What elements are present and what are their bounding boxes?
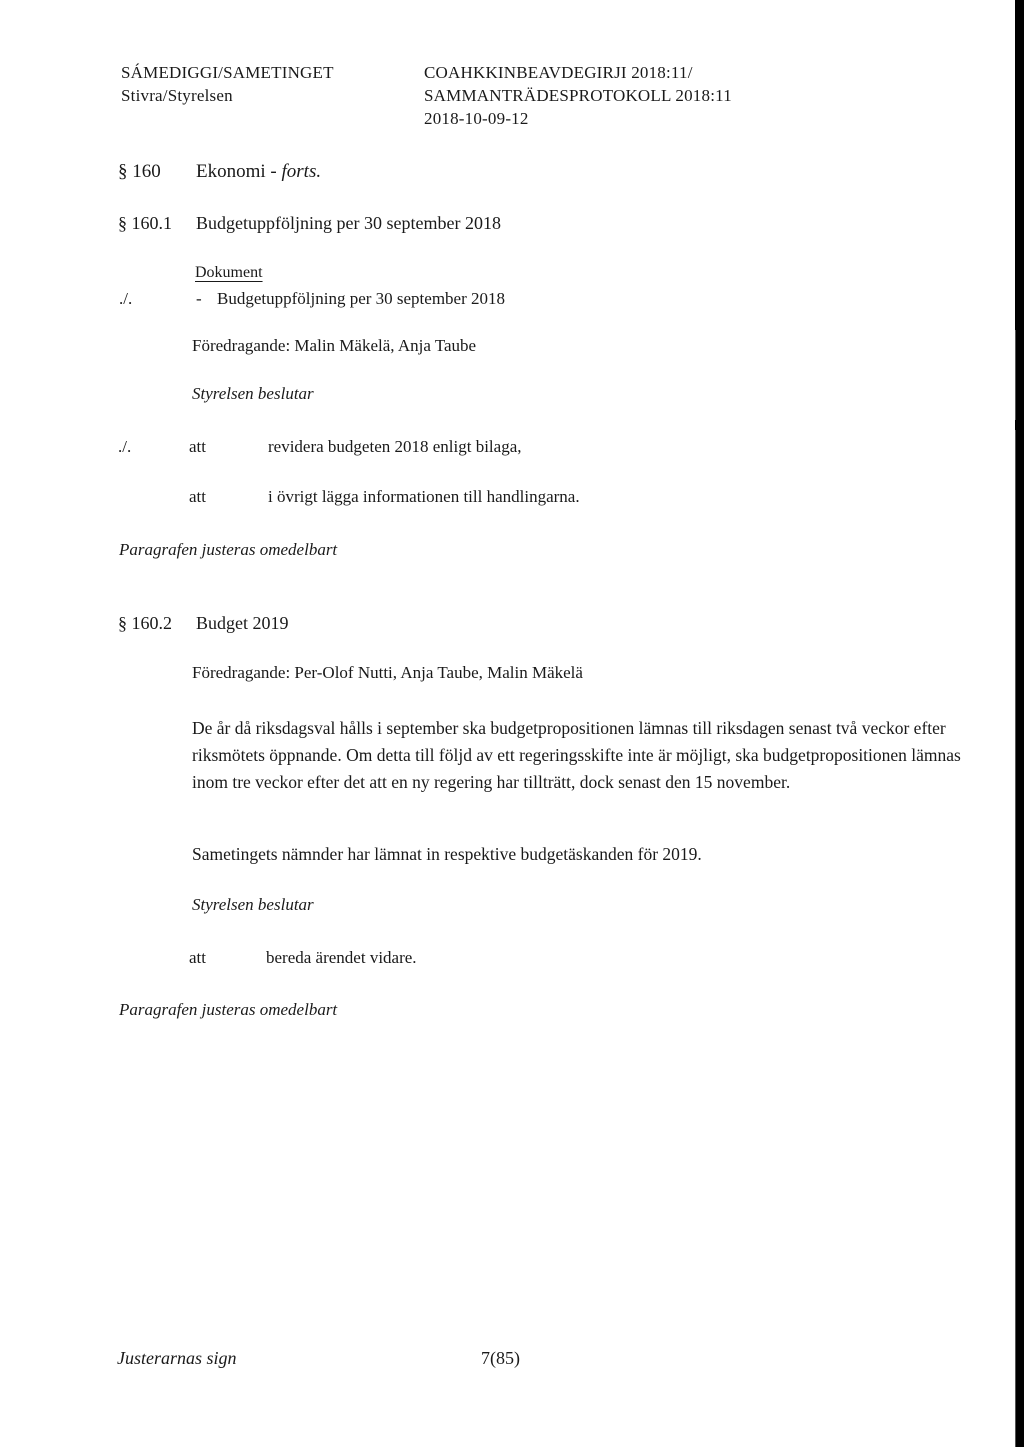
decision-2-text: i övrigt lägga informationen till handlingarna. <box>268 487 580 506</box>
section-160-1-title: Budgetuppföljning per 30 september 2018 <box>196 213 501 233</box>
section-160-title-suffix: forts. <box>281 161 322 182</box>
section-160-2-number: § 160.2 <box>118 613 172 633</box>
board-name: Stivra/Styrelsen <box>121 86 233 105</box>
decision-160-2-att: att <box>189 948 206 967</box>
decision-1-att: att <box>189 437 206 456</box>
section-160-number: § 160 <box>118 161 161 182</box>
document-dash: - <box>196 289 202 308</box>
decision-160-2-text: bereda ärendet vidare. <box>266 948 417 967</box>
decision-1-marker: ./. <box>118 437 132 456</box>
section-160-title <box>196 161 321 183</box>
adjustment-note-160-2: Paragrafen justeras omedelbart <box>119 1000 338 1019</box>
decision-heading-160-1: Styrelsen beslutar <box>192 384 314 403</box>
section-160-2-title: Budget 2019 <box>196 613 289 633</box>
page-number: 7(85) <box>481 1348 520 1368</box>
presenters-160-1: Föredragande: Malin Mäkelä, Anja Taube <box>192 336 477 355</box>
presenters-160-2: Föredragande: Per-Olof Nutti, Anja Taube, Malin Mäkelä <box>192 663 583 682</box>
protocol-number-swedish: SAMMANTRÄDESPROTOKOLL 2018:11 <box>424 86 732 105</box>
decision-heading-160-2: Styrelsen beslutar <box>192 895 314 914</box>
attachment-marker: ./. <box>119 289 133 308</box>
scan-edge <box>1015 0 1024 1447</box>
protocol-number-sami: COAHKKINBEAVDEGIRJI 2018:11/ <box>424 63 693 82</box>
scan-edge-line <box>1015 430 1016 1447</box>
document-label: Dokument <box>195 264 263 281</box>
meeting-date: 2018-10-09-12 <box>424 109 529 128</box>
section-160-1-number: § 160.1 <box>118 213 172 233</box>
decision-2-att: att <box>189 487 206 506</box>
section-160-title-main: Ekonomi - <box>196 161 277 182</box>
decision-1-text: revidera budgeten 2018 enligt bilaga, <box>268 437 522 456</box>
adjustment-note-160-1: Paragrafen justeras omedelbart <box>119 540 338 559</box>
signature-label: Justerarnas sign <box>117 1348 237 1368</box>
budget-paragraph: De år då riksdagsval hålls i september ska budgetpropositionen lämnas till riksdagen senast två veckor efter riksmötets öppnande. Om detta till följd av ett regeringsskifte inte är möjligt, ska budgetpropositionen lämnas inom tre veckor efter det att en ny regering har tillträtt, dock senast den 15 november. <box>192 718 961 792</box>
committees-paragraph: Sametingets nämnder har lämnat in respektive budgetäskanden för 2019. <box>192 844 702 864</box>
org-name: SÁMEDIGGI/SAMETINGET <box>121 63 334 82</box>
document-item: Budgetuppföljning per 30 september 2018 <box>217 289 506 308</box>
scan-edge-line <box>1015 330 1016 420</box>
